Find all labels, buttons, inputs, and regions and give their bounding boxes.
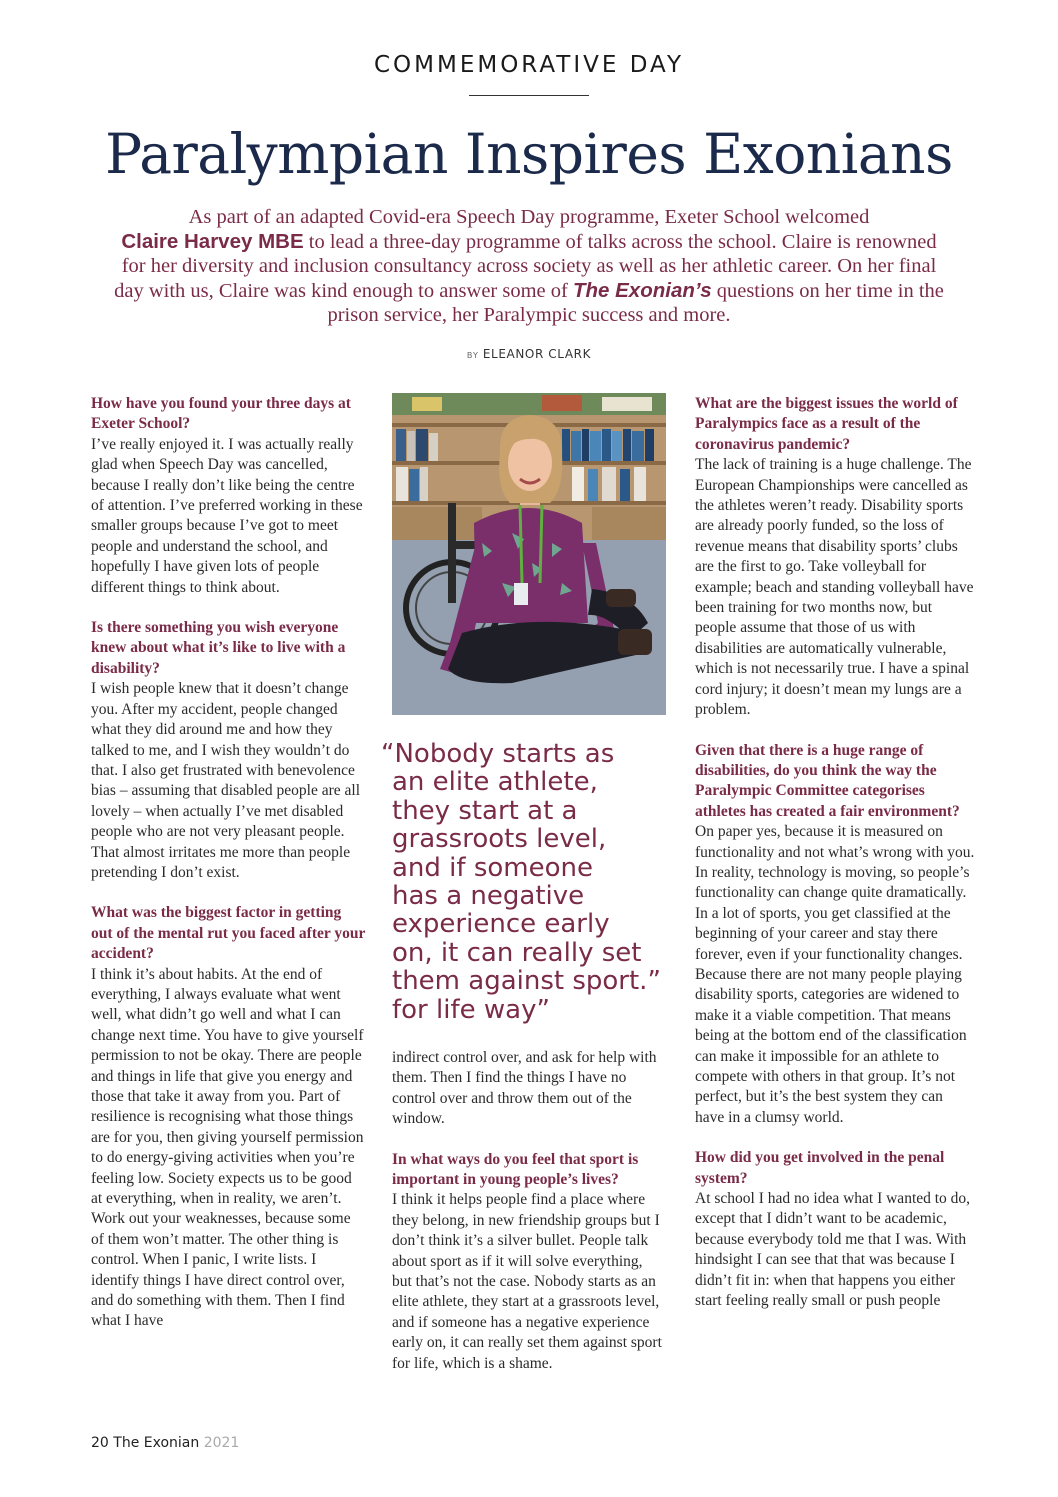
answer: I think it’s about habits. At the end of everything, I always evaluate what went well, what didn’t go well and what I can change next time. You have to give yourself permission to not be okay. There are people and things in life that give you energy and those that take it away from you. Part of resilience is recognising what those things are for you, then giving yourself permission to do energy-giving activities when you’re feeling low. Society expects us to be good at everything, when in reality, we aren’t. Work out your weaknesses, because some of them won’t matter. The other thing is control. When I panic, I write lists. I identify things I have direct control over, and do something with them. Then I find what I have — [91, 965, 364, 1330]
question: What was the biggest factor in getting out of the mental rut you faced after your accident? — [91, 904, 366, 963]
intro-text-3: questions on her time in the prison service, her Paralympic success and more. — [327, 279, 944, 326]
pull-quote-line: experience early — [392, 909, 610, 940]
publication-name: The Exonian’s — [572, 278, 712, 302]
column-2 — [392, 1048, 664, 1374]
page-number: 20 — [91, 1435, 109, 1451]
page-footer — [91, 1435, 239, 1451]
pull-quote-line: “Nobody starts as — [381, 739, 615, 769]
question: Given that there is a huge range of disabilities, do you think the way the Paralympic Committee categorises athletes has created a fair environment? — [695, 741, 960, 820]
section-divider — [469, 95, 589, 96]
pull-quote-line: grassroots level, — [392, 824, 607, 855]
pull-quote-line: has a negative — [392, 881, 585, 912]
pull-quote-line: and if someone — [392, 852, 593, 883]
question: How did you get involved in the penal system? — [695, 1149, 945, 1187]
pull-quote-line: them against sport.” — [392, 966, 661, 997]
answer: On paper yes, because it is measured on functionality and not what’s wrong with you. In reality, technology is moving, so people’s functionality can change quite dramatically. In a lot of sports, you get classified at the beginning of your career and stay there forever, even if your functionality changes. Because there are not many people playing disability sports, categories are widened to make it a viable competition. That means being at the bottom end of the classification can make it impossible for an athlete to compete with others in that group. It’s not perfect, but it’s the best system they can have in a clumsy world. — [695, 823, 975, 1126]
answer: I’ve really enjoyed it. I was actually really glad when Speech Day was cancelled, because I really don’t like being the centre of attention. I’ve preferred working in these smaller groups because I’ve got to meet people and understand the school, and hopefully I have given lots of people different things to think about. — [91, 435, 363, 596]
footer-year: 2021 — [203, 1435, 240, 1451]
question: In what ways do you feel that sport is important in young people’s lives? — [392, 1150, 639, 1189]
column-1 — [91, 394, 366, 1332]
guest-name: Claire Harvey MBE — [121, 229, 304, 253]
intro-text-2: to lead a three-day programme of talks across the school. Claire is renowned for her diversity and inclusion consultancy across society as well as her athletic career. On her final day with us, Claire was kind enough to answer some of — [114, 230, 937, 302]
answer-continuation: indirect control over, and ask for help with them. Then I find the things I have no control over and throw them out of the window. — [392, 1049, 657, 1128]
answer: The lack of training is a huge challenge. The European Championships were cancelled as the athletes weren’t ready. Disability sports are already poorly funded, so the loss of revenue means that disability sports’ clubs are the first to go. Take volleyball for example; beach and standing volleyball have been training for two months now, but people assume that those of us with disabilities are automatically vulnerable, which is not necessarily true. I have a spinal cord injury; it doesn’t mean my lungs are a problem. — [695, 456, 974, 719]
article-intro — [110, 205, 948, 328]
answer: I think it helps people find a place where they belong, in new friendship groups but I don’t think it’s a silver bullet. People talk about sport as if it will solve everything, but that’s not the case. Nobody starts as an elite athlete, they start at a grassroots level, and if someone has a negative experience early on, it can really set them against sport for life, which is a shame. — [392, 1191, 662, 1372]
answer: I wish people knew that it doesn’t change you. After my accident, people changed what they did around me and how they talked to me, and I wish they wouldn’t do that. I also get frustrated with benevolence bias – assuming that disabled people are all lovely – when actually I’ve met disabled people who are not very pleasant people. That almost irritates me more than people pretending I don’t exist. — [91, 680, 361, 881]
pull-quote-line: an elite athlete, — [392, 767, 598, 798]
section-label: COMMEMORATIVE DAY — [373, 52, 685, 78]
byline-author: ELEANOR CLARK — [482, 347, 592, 361]
question: Is there something you wish everyone knew about what it’s like to live with a disability? — [91, 619, 346, 677]
question: What are the biggest issues the world of Paralympics face as a result of the coronavirus pandemic? — [695, 395, 958, 453]
byline-prefix: BY — [466, 351, 479, 360]
portrait-photo — [392, 393, 666, 715]
article-title: Paralympian Inspires Exonians — [105, 122, 953, 186]
question: How have you found your three days at Exeter School? — [91, 395, 351, 433]
answer: At school I had no idea what I wanted to do, except that I didn’t want to be academic, because everybody told me that I was. With hindsight I can see that that was because I didn’t fit in: when that happens you either start feeling really small or push people — [695, 1190, 971, 1310]
footer-publication: The Exonian — [113, 1435, 200, 1451]
column-3 — [695, 394, 975, 1311]
pull-quote-line: on, it can really set — [392, 937, 642, 968]
pull-quote — [381, 740, 681, 1024]
byline — [0, 347, 1058, 361]
intro-text-1: As part of an adapted Covid-era Speech Day programme, Exeter School welcomed — [188, 206, 870, 228]
pull-quote-line: they start at a — [392, 795, 578, 826]
pull-quote-line: for life way” — [392, 994, 550, 1025]
